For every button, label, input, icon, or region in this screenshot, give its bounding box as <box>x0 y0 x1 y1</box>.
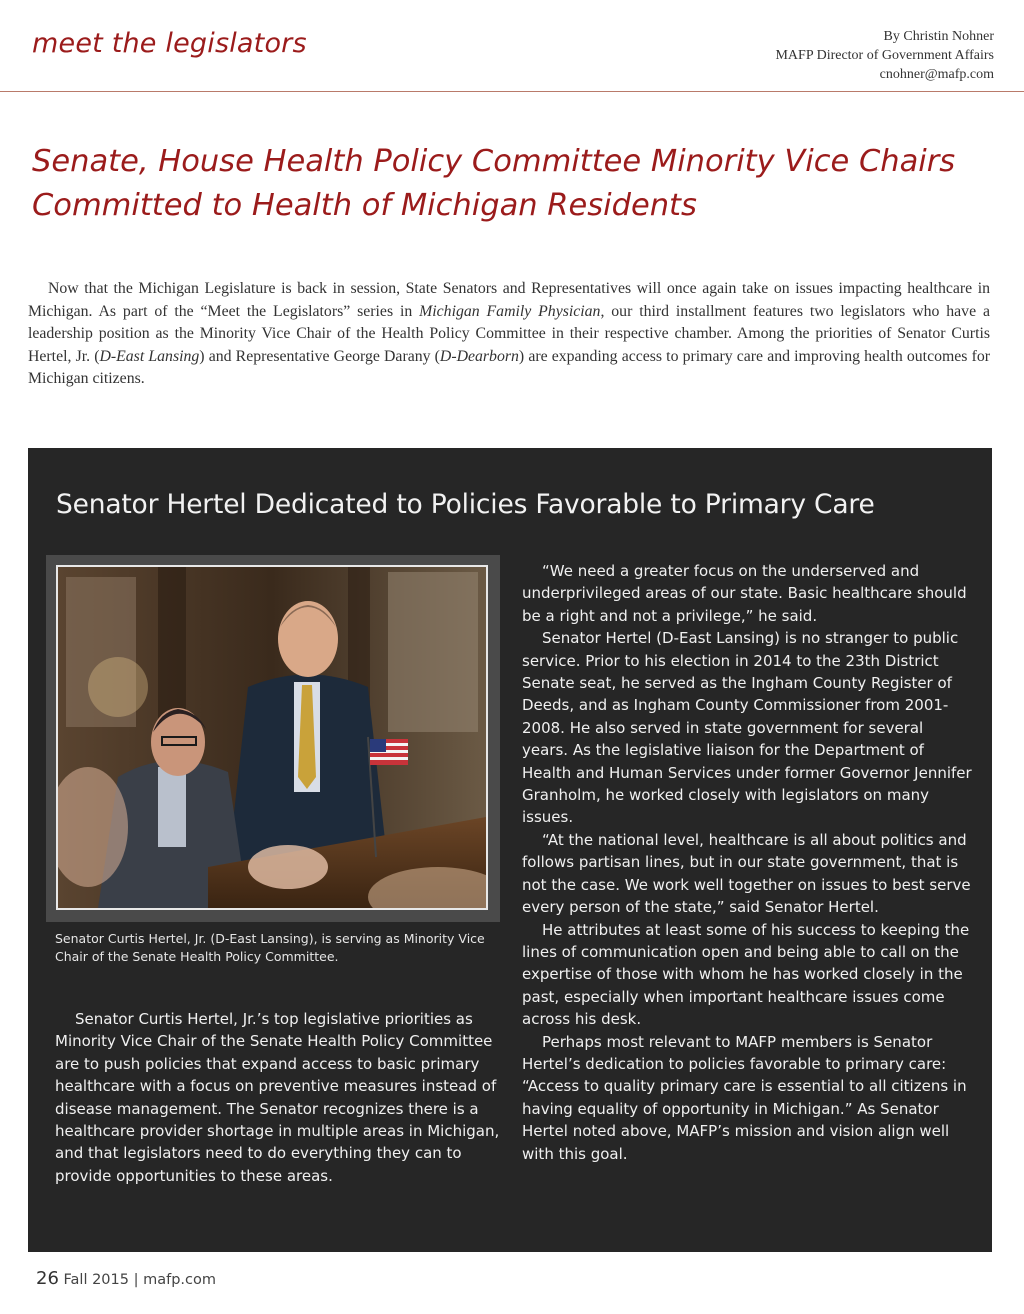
issue-label: Fall 2015 <box>63 1272 129 1288</box>
right-paragraph: “We need a greater focus on the underserved and underprivileged areas of our state. Basic healthcare should be a right and not a privilege,” he said. <box>522 562 967 625</box>
right-paragraph: Senator Hertel (D-East Lansing) is no stranger to public service. Prior to his election in 2014 to the 23th District Senate seat, he served as the Ingham County Register of Deeds, and as Ingham County Commissioner from 2001-2008. He also served in state government for several years. As the legislative liaison for the Department of Health and Human Services under former Governor Jennifer Granholm, he worked closely with legislators on many issues. <box>522 629 972 827</box>
left-column <box>55 1008 501 1187</box>
district-darany: D-Dearborn <box>439 347 519 365</box>
header-divider <box>0 91 1024 92</box>
page-number: 26 <box>36 1268 59 1289</box>
site-link[interactable]: mafp.com <box>143 1272 216 1288</box>
section-label: meet the legislators <box>32 28 307 59</box>
left-paragraph: Senator Curtis Hertel, Jr.’s top legislative priorities as Minority Vice Chair of the Senate Health Policy Committee are to push policies that expand access to basic primary healthcare with a focus on preventive measures instead of disease management. The Senator recognizes there is a healthcare provider shortage in multiple areas in Michigan, and that legislators need to do everything they can to provide opportunities to these areas. <box>55 1010 500 1185</box>
district-hertel: D-East Lansing <box>99 347 200 365</box>
intro-paragraph: Now that the Michigan Legislature is back in session, State Senators and Representatives will once again take on issues impacting healthcare in Michigan. As part of the “Meet the Legislators” series in Michigan Family Physician, our third installment features two legislators who have a leadership position as the Minority Vice Chair of the Health Policy Committee in their respective chamber. Among the priorities of Senator Curtis Hertel, Jr. (D-East Lansing) and Representative George Darany (D-Dearborn) are expanding access to primary care and improving health outcomes for Michigan citizens. <box>28 280 990 387</box>
byline-email[interactable]: cnohner@mafp.com <box>879 67 994 82</box>
footer-separator: | <box>133 1272 139 1288</box>
right-column <box>522 560 972 1165</box>
senator-photo <box>56 565 488 910</box>
feature-title: Senator Hertel Dedicated to Policies Favorable to Primary Care <box>56 489 875 520</box>
page-footer <box>36 1268 216 1289</box>
byline <box>775 27 994 84</box>
right-paragraph: “At the national level, healthcare is all about politics and follows partisan lines, but in our state government, that is not the case. We work well together on issues to best serve every person of the state,” said Senator Hertel. <box>522 830 971 917</box>
headline-line-2: Committed to Health of Michigan Residents <box>32 188 697 223</box>
right-paragraph: He attributes at least some of his success to keeping the lines of communication open and being able to call on the expertise of those with whom he has worked closely in the past, especially when important healthcare issues come across his desk. <box>522 920 970 1029</box>
photo-frame <box>46 555 500 922</box>
headline-line-1: Senate, House Health Policy Committee Minority Vice Chairs <box>32 144 956 179</box>
feature-panel <box>28 448 992 1252</box>
publication-name: Michigan Family Physician <box>419 302 601 320</box>
byline-role: MAFP Director of Government Affairs <box>775 48 994 63</box>
photo-caption: Senator Curtis Hertel, Jr. (D-East Lansing), is serving as Minority Vice Chair of the Senate Health Policy Committee. <box>55 931 485 964</box>
byline-author: By Christin Nohner <box>883 29 994 44</box>
article-headline <box>32 140 1002 228</box>
right-paragraph: Perhaps most relevant to MAFP members is Senator Hertel’s dedication to policies favorable to primary care: “Access to quality primary care is essential to all citizens in having equality of opportunity in Michigan.” As Senator Hertel noted above, MAFP’s mission and vision align well with this goal. <box>522 1032 967 1163</box>
